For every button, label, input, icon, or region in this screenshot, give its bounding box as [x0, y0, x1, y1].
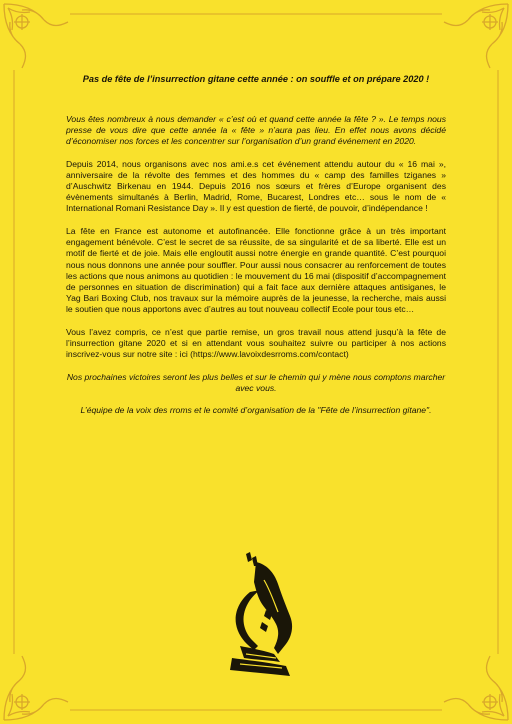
- flyer-text: [66, 74, 446, 429]
- paragraph-victories: Nos prochaines victoires seront les plus belles et sur le chemin qui y mène nous comptons marcher avec vous.: [66, 372, 446, 394]
- signature: L’équipe de la voix des rroms et le comité d’organisation de la "Fête de l’insurrection gitane".: [80, 405, 432, 416]
- paragraph-intro: Vous êtes nombreux à nous demander « c’est où et quand cette année la fête ? ». Le temps nous presse de vous dire que cette année la « fête » n’aura pas lieu. En effet nous avons décidé d’économiser nos forces et les concentrer sur l’organisation d’un grand événement en 2020.: [66, 113, 446, 146]
- corner-ornament-icon: [4, 4, 68, 68]
- corner-ornament-icon: [444, 4, 508, 68]
- page-title: Pas de fête de l’insurrection gitane cette année : on souffle et on prépare 2020 !: [82, 74, 430, 84]
- corner-ornament-icon: [4, 656, 68, 720]
- corner-ornament-icon: [444, 656, 508, 720]
- paragraph-next-steps: Vous l’avez compris, ce n’est que partie remise, un gros travail nous attend jusqu’à la fête de l’insurrection gitane 2020 et si en attendant vous souhaitez suivre ou participer à nos actions inscrivez-vous sur notre site : ici (https://www.lavoixdesrroms.com/contact): [66, 327, 446, 360]
- paragraph-organisation: La fête en France est autonome et autofinancée. Elle fonctionne grâce à un très important engagement bénévole. C’est le secret de sa réussite, de sa singularité et de sa liberté. Elle est un motif de fierté et de joie. Mais elle engloutit aussi notre énergie en grande quantité. C’est pourquoi nous nous donnons une année pour souffler. Pour aussi nous consacrer au renforcement de toutes les actions que nous animons au quotidien : le mouvement du 16 mai (dispositif d’accompagnement de personnes en situation de discrimination) qui a fait face aux dernière attaques antisiganes, le Yag Bari Boxing Club, nos travaux sur la mémoire auprès de la jeunesse, la recherche, mais aussi le soutien que nous apportons avec d’autres au tout nouveau collectif Ecole pour tous etc…: [66, 226, 446, 314]
- fist-raised-emblem-icon: [216, 550, 300, 680]
- paragraph-history: Depuis 2014, nous organisons avec nos ami.e.s cet événement attendu autour du « 16 mai », anniversaire de la révolte des femmes et des hommes du « camp des familles tziganes » d’Auschwitz Birkenau en 1944. Depuis 2016 nos sœurs et frères d’Europe organisent des évènements simultanés à Berlin, Madrid, Rome, Bucarest, Londres etc… sous le nom de « International Romani Resistance Day ». Il y est question de fierté, de pouvoir, d’indépendance !: [66, 158, 446, 214]
